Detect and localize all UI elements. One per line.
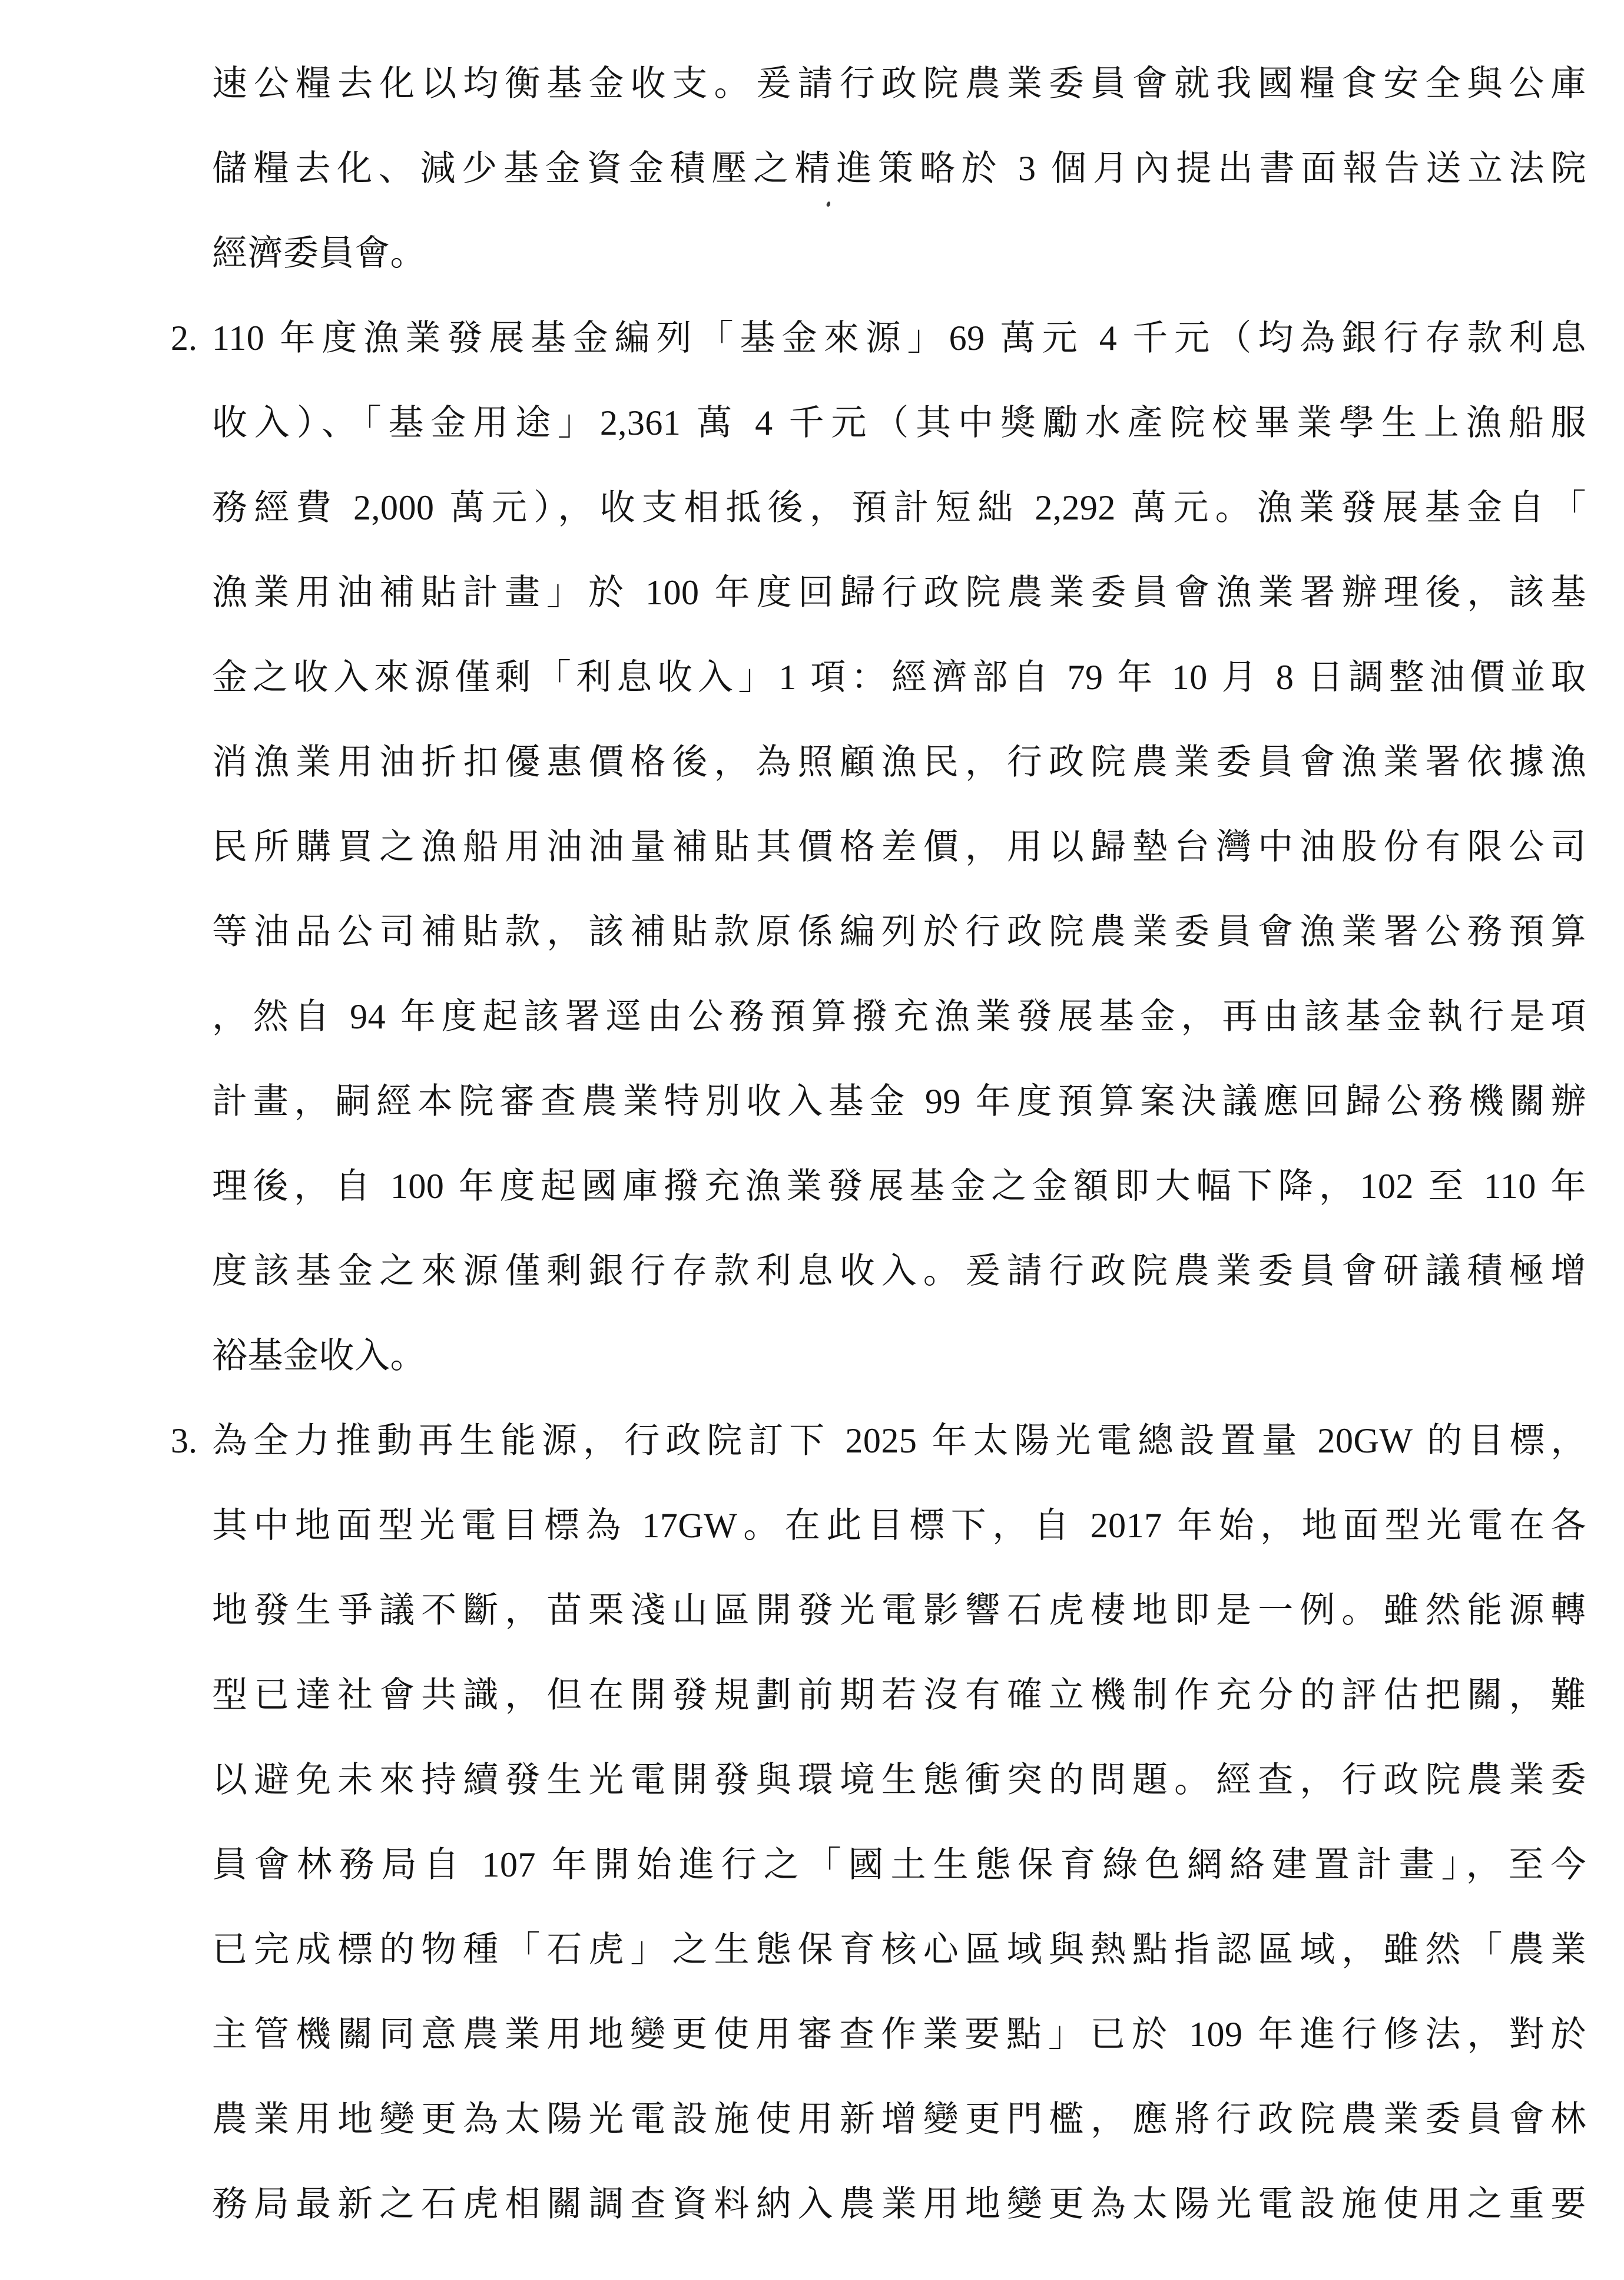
text-line: 型已達社會共識，但在開發規劃前期若沒有確立機制作充分的評估把關，難 — [212, 1676, 1586, 1715]
text-line: 以避免未來持續發生光電開發與環境生態衝突的問題。經查，行政院農業委 — [212, 1761, 1586, 1799]
continuation-paragraph — [171, 41, 1586, 296]
text-line: ，然自 94 年度起該署逕由公務預算撥充漁業發展基金，再由該基金執行是項 — [212, 997, 1586, 1036]
item-number: 3. — [171, 1421, 197, 1460]
text-line: 務經費 2,000 萬元），收支相抵後，預計短絀 2,292 萬元。漁業發展基金自「 — [212, 488, 1586, 527]
text-line: 儲糧去化、減少基金資金積壓之精進策略於 3 個月內提出書面報告送立法院 — [212, 149, 1586, 188]
text-line: 為全力推動再生能源，行政院訂下 2025 年太陽光電總設置量 20GW 的目標， — [212, 1421, 1586, 1460]
text-line: 等油品公司補貼款，該補貼款原係編列於行政院農業委員會漁業署公務預算 — [212, 912, 1586, 951]
text-line: 110 年度漁業發展基金編列「基金來源」69 萬元 4 千元（均為銀行存款利息 — [212, 319, 1586, 358]
text-line: 理後，自 100 年度起國庫撥充漁業發展基金之金額即大幅下降，102 至 110 年 — [212, 1167, 1586, 1206]
list-item-2 — [171, 296, 1586, 1398]
text-line: 裕基金收入。 — [212, 1336, 426, 1375]
text-line: 計畫，嗣經本院審查農業特別收入基金 99 年度預算案決議應回歸公務機關辦 — [212, 1082, 1586, 1121]
text-line: 度該基金之來源僅剩銀行存款利息收入。爰請行政院農業委員會研議積極增 — [212, 1252, 1586, 1290]
text-line: 務局最新之石虎相關調查資料納入農業用地變更為太陽光電設施使用之重要 — [212, 2185, 1586, 2223]
text-line: 民所購買之漁船用油油量補貼其價格差價，用以歸墊台灣中油股份有限公司 — [212, 828, 1586, 866]
text-line: 地發生爭議不斷，苗栗淺山區開發光電影響石虎棲地即是一例。雖然能源轉 — [212, 1591, 1586, 1630]
text-line: 員會林務局自 107 年開始進行之「國土生態保育綠色網絡建置計畫」，至今 — [212, 1845, 1586, 1884]
item-number: 2. — [171, 319, 197, 358]
text-line: 其中地面型光電目標為 17GW。在此目標下，自 2017 年始，地面型光電在各 — [212, 1506, 1586, 1545]
item-body — [212, 296, 1586, 1398]
list-item-3 — [171, 1398, 1586, 2246]
text-line: 金之收入來源僅剩「利息收入」1 項：經濟部自 79 年 10 月 8 日調整油價並取 — [212, 658, 1586, 697]
text-line: 收入）、「基金用途」2,361 萬 4 千元（其中獎勵水產院校畢業學生上漁船服 — [212, 403, 1586, 442]
text-line: 農業用地變更為太陽光電設施使用新增變更門檻，應將行政院農業委員會林 — [212, 2100, 1586, 2139]
text-line: 漁業用油補貼計畫」於 100 年度回歸行政院農業委員會漁業署辦理後，該基 — [212, 573, 1586, 612]
text-line: 已完成標的物種「石虎」之生態保育核心區域與熱點指認區域，雖然「農業 — [212, 1930, 1586, 1969]
text-line: 速公糧去化以均衡基金收支。爰請行政院農業委員會就我國糧食安全與公庫 — [212, 64, 1586, 103]
text-line: 主管機關同意農業用地變更使用審查作業要點」已於 109 年進行修法，對於 — [212, 2015, 1586, 2054]
text-line: 消漁業用油折扣優惠價格後，為照顧漁民，行政院農業委員會漁業署依據漁 — [212, 743, 1586, 782]
text-line: 經濟委員會。 — [212, 234, 426, 273]
item-body — [212, 1398, 1586, 2246]
